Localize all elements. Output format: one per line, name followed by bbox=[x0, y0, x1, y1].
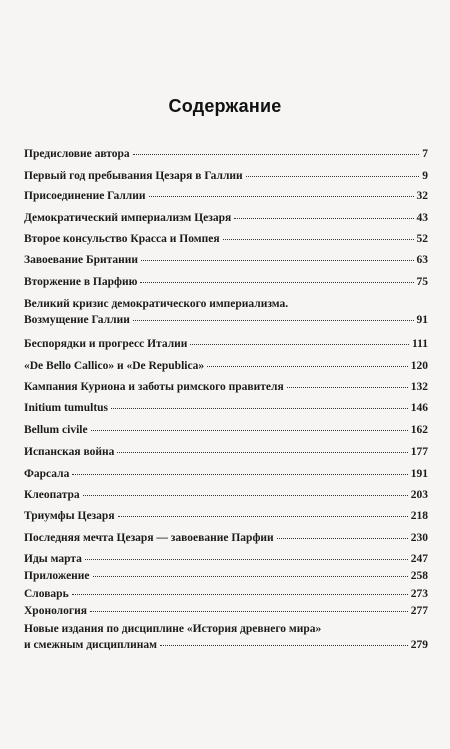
entry-page: 273 bbox=[410, 588, 428, 600]
entry-title: Хронология bbox=[24, 605, 87, 617]
toc-entry[interactable] bbox=[24, 532, 428, 549]
entry-page: 75 bbox=[416, 276, 428, 288]
entry-title-line1: Великий кризис демократического империализма. bbox=[24, 298, 289, 310]
toc-entry[interactable] bbox=[24, 298, 428, 331]
entry-page: 279 bbox=[410, 639, 428, 651]
entry-title: Вторжение в Парфию bbox=[24, 276, 138, 288]
entry-title: Клеопатра bbox=[24, 489, 80, 501]
entry-page: 91 bbox=[416, 314, 428, 326]
toc-entry[interactable] bbox=[24, 424, 428, 441]
entry-title: Bellum civile bbox=[24, 424, 88, 436]
entry-title: Предисловие автора bbox=[24, 148, 130, 160]
toc-entry[interactable] bbox=[24, 381, 428, 398]
toc-entry[interactable] bbox=[24, 605, 428, 622]
entry-page: 177 bbox=[410, 446, 428, 458]
entry-page: 203 bbox=[410, 489, 428, 501]
toc-entry[interactable] bbox=[24, 276, 428, 293]
dot-leader bbox=[91, 430, 408, 431]
entry-page: 32 bbox=[416, 190, 428, 202]
entry-title: Иды марта bbox=[24, 553, 82, 565]
entry-title: Демократический империализм Цезаря bbox=[24, 212, 232, 224]
entry-page: 52 bbox=[416, 233, 428, 245]
entry-title: Испанская война bbox=[24, 446, 115, 458]
dot-leader bbox=[133, 154, 420, 155]
entry-title: Второе консульство Красса и Помпея bbox=[24, 233, 220, 245]
dot-leader bbox=[223, 239, 414, 240]
entry-title-line1: Новые издания по дисциплине «История древнего мира» bbox=[24, 623, 322, 635]
toc-entry[interactable] bbox=[24, 623, 428, 656]
entry-title: Последняя мечта Цезаря — завоевание Парфии bbox=[24, 532, 274, 544]
entry-page: 162 bbox=[410, 424, 428, 436]
toc-entry[interactable] bbox=[24, 510, 428, 527]
toc-entry[interactable] bbox=[24, 212, 428, 229]
entry-title: «De Bello Callico» и «De Republica» bbox=[24, 360, 205, 372]
dot-leader bbox=[141, 260, 413, 261]
entry-page: 230 bbox=[410, 532, 428, 544]
entry-title: Присоединение Галлии bbox=[24, 190, 146, 202]
dot-leader bbox=[72, 474, 407, 475]
entry-page: 43 bbox=[416, 212, 428, 224]
entry-page: 111 bbox=[412, 338, 428, 350]
entry-title: Фарсала bbox=[24, 468, 70, 480]
dot-leader bbox=[234, 218, 413, 219]
dot-leader bbox=[149, 196, 414, 197]
entry-title: Initium tumultus bbox=[24, 402, 109, 414]
dot-leader bbox=[85, 559, 408, 560]
entry-title: Первый год пребывания Цезаря в Галлии bbox=[24, 170, 243, 182]
entry-page: 258 bbox=[410, 570, 428, 582]
entry-page: 146 bbox=[410, 402, 428, 414]
dot-leader bbox=[140, 282, 413, 283]
entry-page: 277 bbox=[410, 605, 428, 617]
entry-title: Завоевание Британии bbox=[24, 254, 139, 266]
entry-page: 218 bbox=[410, 510, 428, 522]
entry-page: 7 bbox=[422, 148, 428, 160]
toc-entry[interactable] bbox=[24, 170, 428, 187]
toc-entry[interactable] bbox=[24, 446, 428, 463]
entry-title: Кампания Куриона и заботы римского правителя bbox=[24, 381, 284, 393]
dot-leader bbox=[83, 495, 408, 496]
dot-leader bbox=[93, 576, 408, 577]
entry-title: Триумфы Цезаря bbox=[24, 510, 115, 522]
toc-entry[interactable] bbox=[24, 553, 428, 570]
toc-entry[interactable] bbox=[24, 148, 428, 165]
page-title: Содержание bbox=[168, 96, 282, 116]
dot-leader bbox=[207, 366, 408, 367]
entry-title: Возмущение Галлии bbox=[24, 314, 130, 326]
dot-leader bbox=[287, 387, 408, 388]
entry-page: 132 bbox=[410, 381, 428, 393]
toc-entry[interactable] bbox=[24, 402, 428, 419]
entry-page: 63 bbox=[416, 254, 428, 266]
entry-title: Приложение bbox=[24, 570, 90, 582]
dot-leader bbox=[118, 516, 408, 517]
dot-leader bbox=[277, 538, 408, 539]
entry-page: 120 bbox=[410, 360, 428, 372]
dot-leader bbox=[133, 320, 414, 321]
toc-entry[interactable] bbox=[24, 468, 428, 485]
entry-page: 9 bbox=[422, 170, 428, 182]
toc-entry[interactable] bbox=[24, 233, 428, 250]
toc-entry[interactable] bbox=[24, 254, 428, 271]
entry-title: и смежным дисциплинам bbox=[24, 639, 157, 651]
toc-entry[interactable] bbox=[24, 570, 428, 587]
toc-entry[interactable] bbox=[24, 489, 428, 506]
dot-leader bbox=[90, 611, 408, 612]
dot-leader bbox=[246, 176, 420, 177]
toc-entry[interactable] bbox=[24, 588, 428, 605]
dot-leader bbox=[190, 344, 409, 345]
dot-leader bbox=[72, 594, 408, 595]
entry-page: 247 bbox=[410, 553, 428, 565]
toc-entry[interactable] bbox=[24, 190, 428, 207]
dot-leader bbox=[111, 408, 408, 409]
toc-entry[interactable] bbox=[24, 338, 428, 355]
dot-leader bbox=[117, 452, 407, 453]
dot-leader bbox=[160, 645, 408, 646]
toc-entry[interactable] bbox=[24, 360, 428, 377]
entry-page: 191 bbox=[410, 468, 428, 480]
entry-title: Словарь bbox=[24, 588, 69, 600]
entry-title: Беспорядки и прогресс Италии bbox=[24, 338, 188, 350]
